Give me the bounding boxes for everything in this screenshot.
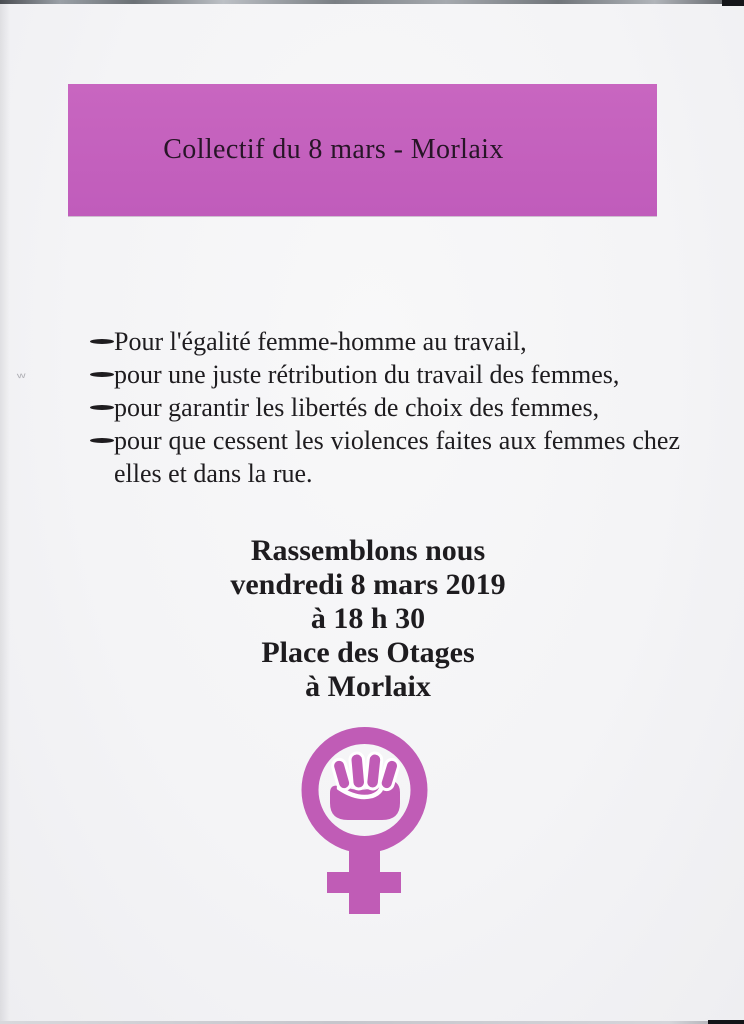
announcement-line: à 18 h 30 <box>310 602 426 635</box>
bullet-dot-icon <box>90 438 114 443</box>
bullet-dot-icon <box>90 339 114 344</box>
scan-smudge-mark: w <box>16 370 27 381</box>
title-banner <box>68 84 657 216</box>
demands-list <box>90 325 690 490</box>
list-item-text: pour garantir les libertés de choix des femmes, <box>114 393 600 422</box>
scanner-corner-mark-bottom-right <box>708 1020 744 1024</box>
list-item <box>90 424 690 490</box>
rally-announcement <box>0 534 736 704</box>
scanner-edge-top <box>0 0 744 4</box>
bullet-dot-icon <box>90 372 114 377</box>
list-item <box>90 358 690 391</box>
list-item-text: Pour l'égalité femme-homme au travail, <box>114 327 527 356</box>
announcement-line: Rassemblons nous <box>250 534 486 567</box>
list-item-text: pour que cessent les violences faites aux femmes chez elles et dans la rue. <box>114 426 680 488</box>
bullet-dot-icon <box>90 405 114 410</box>
page-title: Collectif du 8 mars - Morlaix <box>163 134 504 165</box>
feminist-fist-venus-icon <box>297 726 432 916</box>
list-item-text: pour une juste rétribution du travail des femmes, <box>114 360 620 389</box>
announcement-line: Place des Otages <box>261 636 475 669</box>
scanner-corner-mark-top-right <box>722 0 744 6</box>
list-item <box>90 391 690 424</box>
announcement-line: à Morlaix <box>305 670 431 703</box>
list-item <box>90 325 690 358</box>
announcement-line: vendredi 8 mars 2019 <box>230 568 506 601</box>
